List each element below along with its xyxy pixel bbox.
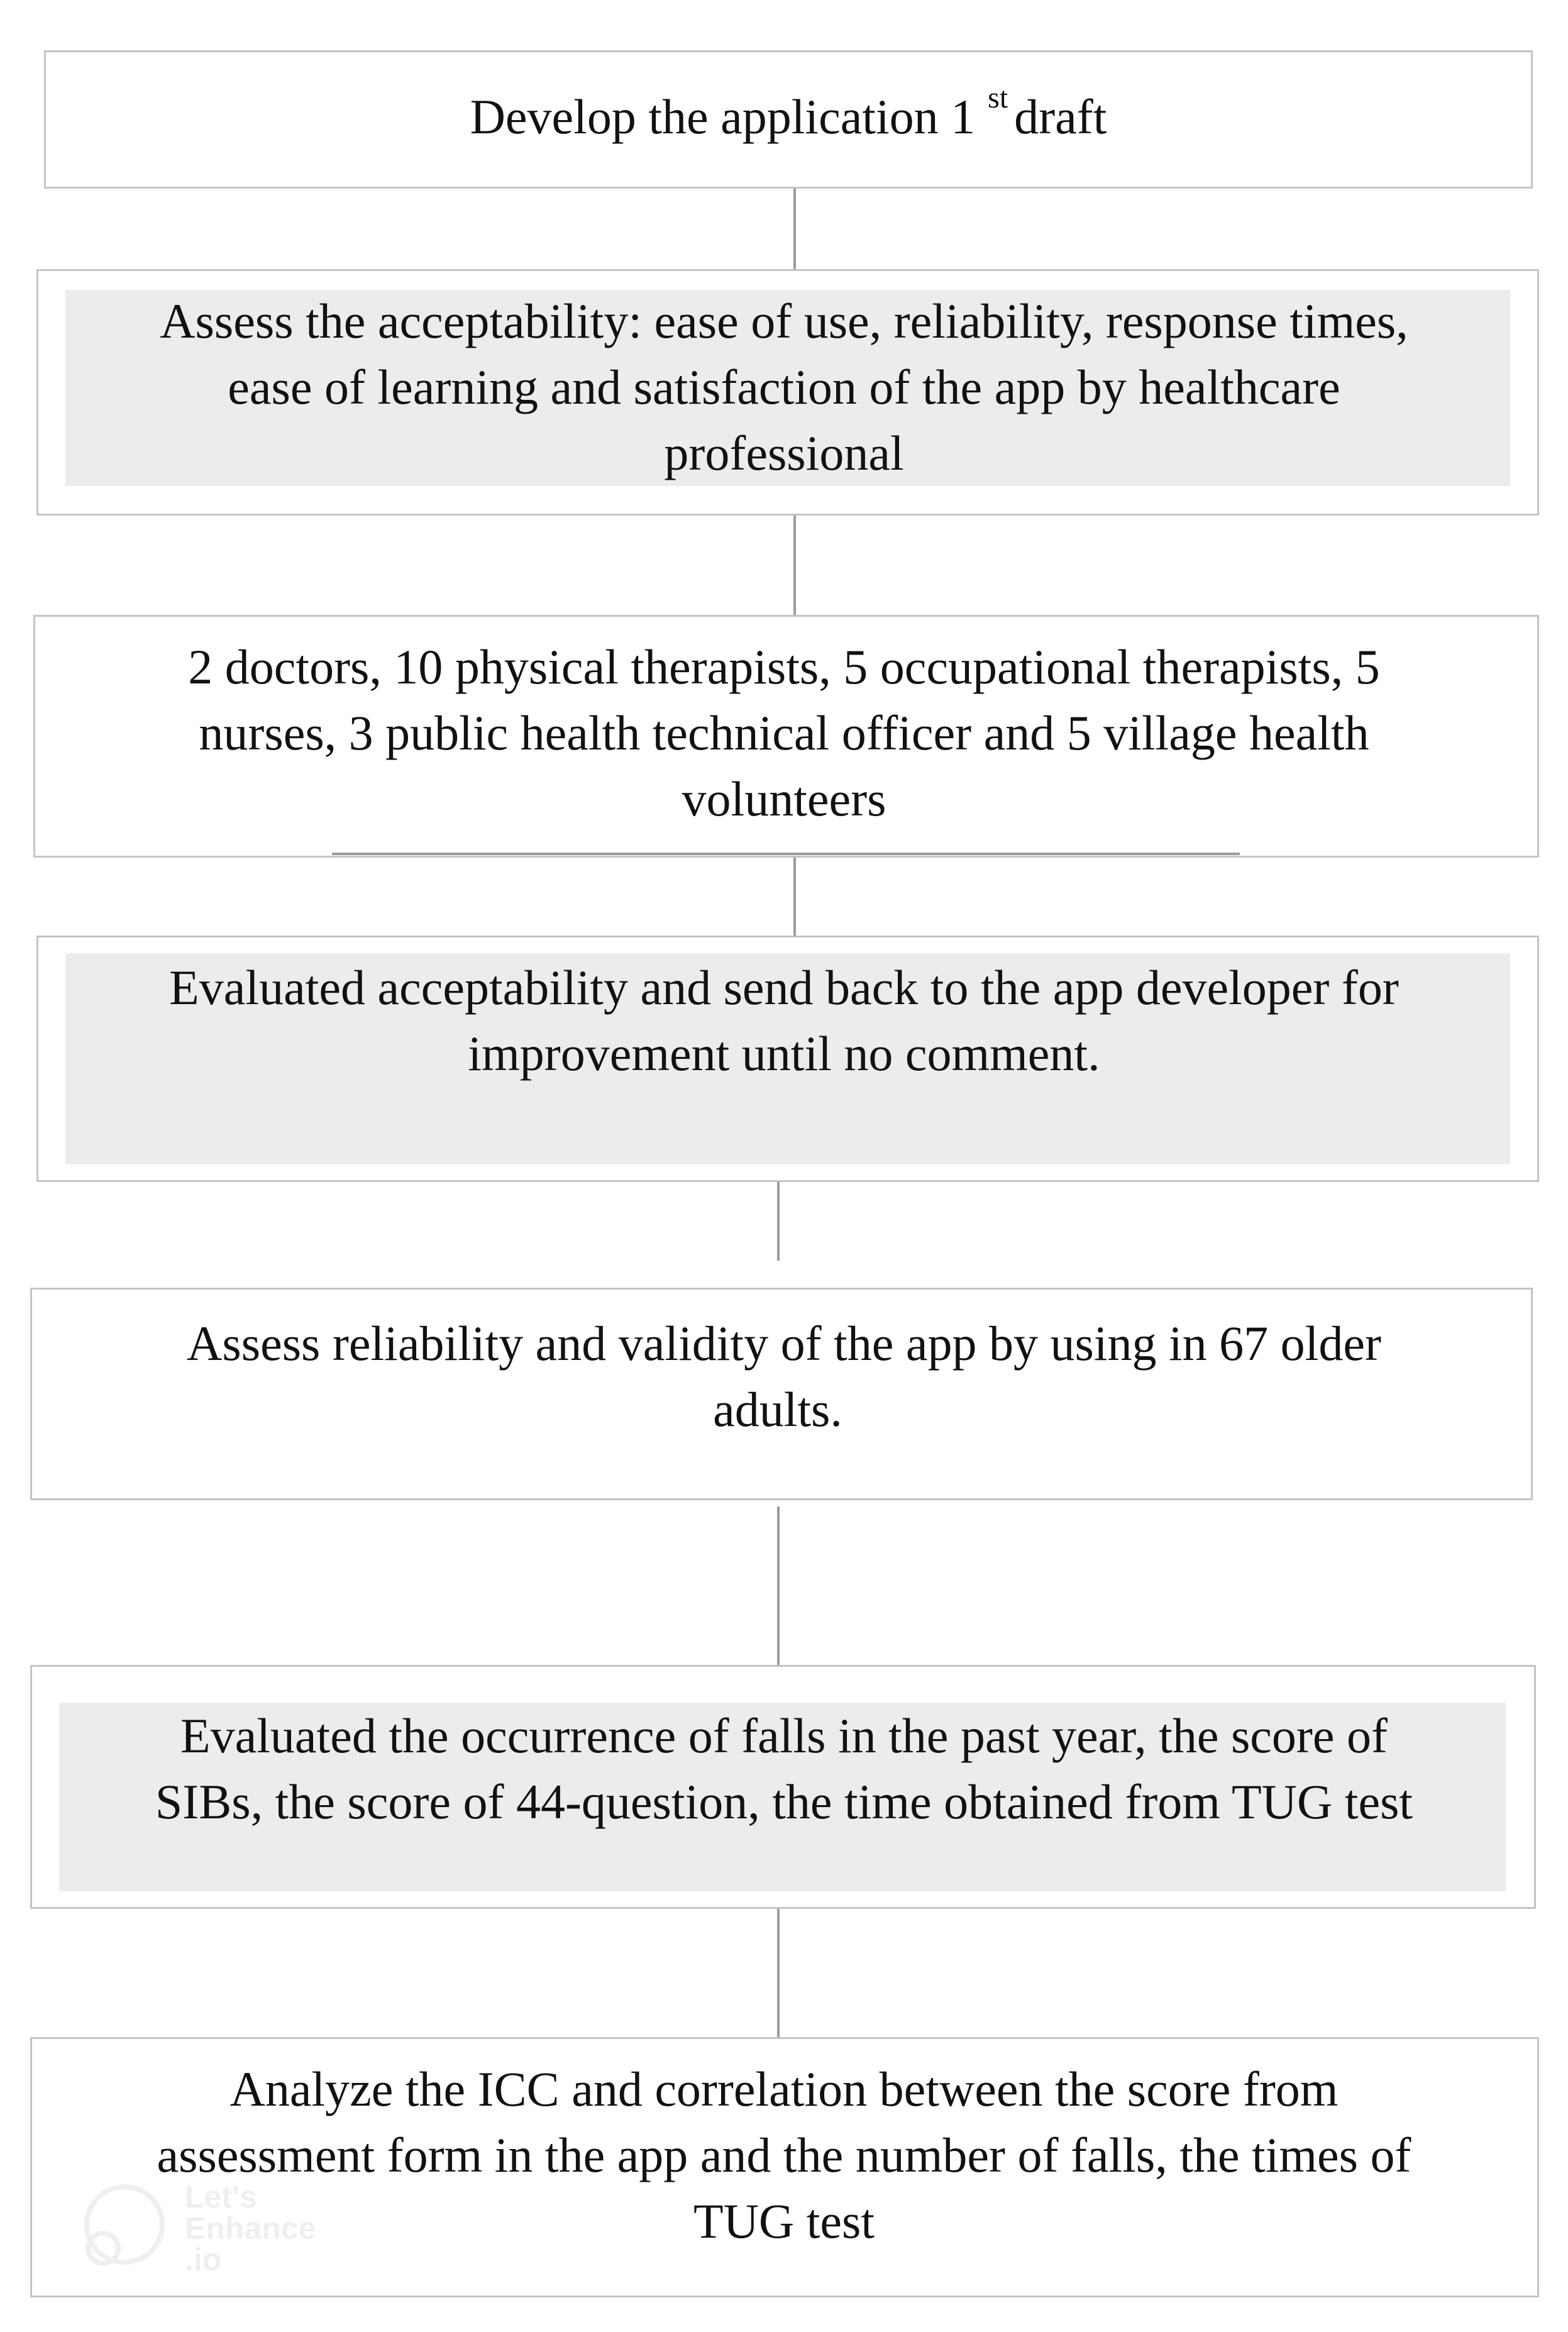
connector-1-2 [793, 189, 796, 269]
step-analyze-icc-line-3: TUG test [693, 2194, 875, 2248]
step-evaluate-falls-line-2: SIBs, the score of 44-question, the time obtained from TUG test [155, 1774, 1413, 1829]
step-assess-reliability-line-2: adults. [713, 1382, 842, 1437]
step-assess-acceptability-line-2: ease of learning and satisfaction of the app by healthcare [228, 360, 1340, 414]
step-develop-draft-sup: st [988, 81, 1008, 114]
watermark [79, 2180, 343, 2275]
step-develop-draft [44, 50, 1533, 189]
watermark-logo-icon [79, 2180, 174, 2275]
connector-5-6 [777, 1506, 780, 1665]
step-develop-draft-text [46, 81, 1531, 150]
step-participants-line-3: volunteers [682, 771, 886, 826]
step-evaluate-acceptability-line-1: Evaluated acceptability and send back to the app developer for [169, 960, 1399, 1015]
step-evaluate-falls-line-1: Evaluated the occurrence of falls in the past year, the score of [180, 1708, 1388, 1763]
watermark-text-3: .io [185, 2242, 222, 2277]
connector-3-4 [793, 858, 796, 936]
step-analyze-icc-line-1: Analyze the ICC and correlation between the score from [229, 2062, 1339, 2116]
connector-2-3 [793, 516, 796, 615]
step-participants-line-2: nurses, 3 public health technical officer and 5 village health [199, 705, 1369, 760]
step-evaluate-acceptability-line-2: improvement until no comment. [468, 1026, 1100, 1081]
step-develop-draft-tail: draft [1014, 89, 1107, 144]
step-participants-line-1: 2 doctors, 10 physical therapists, 5 occupational therapists, 5 [188, 639, 1380, 694]
watermark-text-1: Let's [185, 2179, 257, 2214]
step-assess-reliability-line-1: Assess reliability and validity of the app by using in 67 older [187, 1316, 1381, 1371]
step-assess-acceptability-line-1: Assess the acceptability: ease of use, reliability, response times, [160, 294, 1408, 348]
connector-6-7 [777, 1909, 780, 2037]
step-analyze-icc-line-2: assessment form in the app and the number of falls, the times of [157, 2128, 1411, 2182]
watermark-text-2: Enhance [185, 2211, 316, 2246]
separator-line [332, 853, 1240, 855]
step-develop-draft-main: Develop the application 1 [470, 89, 976, 144]
connector-4-5 [777, 1182, 780, 1261]
step-assess-acceptability-line-3: professional [664, 426, 904, 480]
